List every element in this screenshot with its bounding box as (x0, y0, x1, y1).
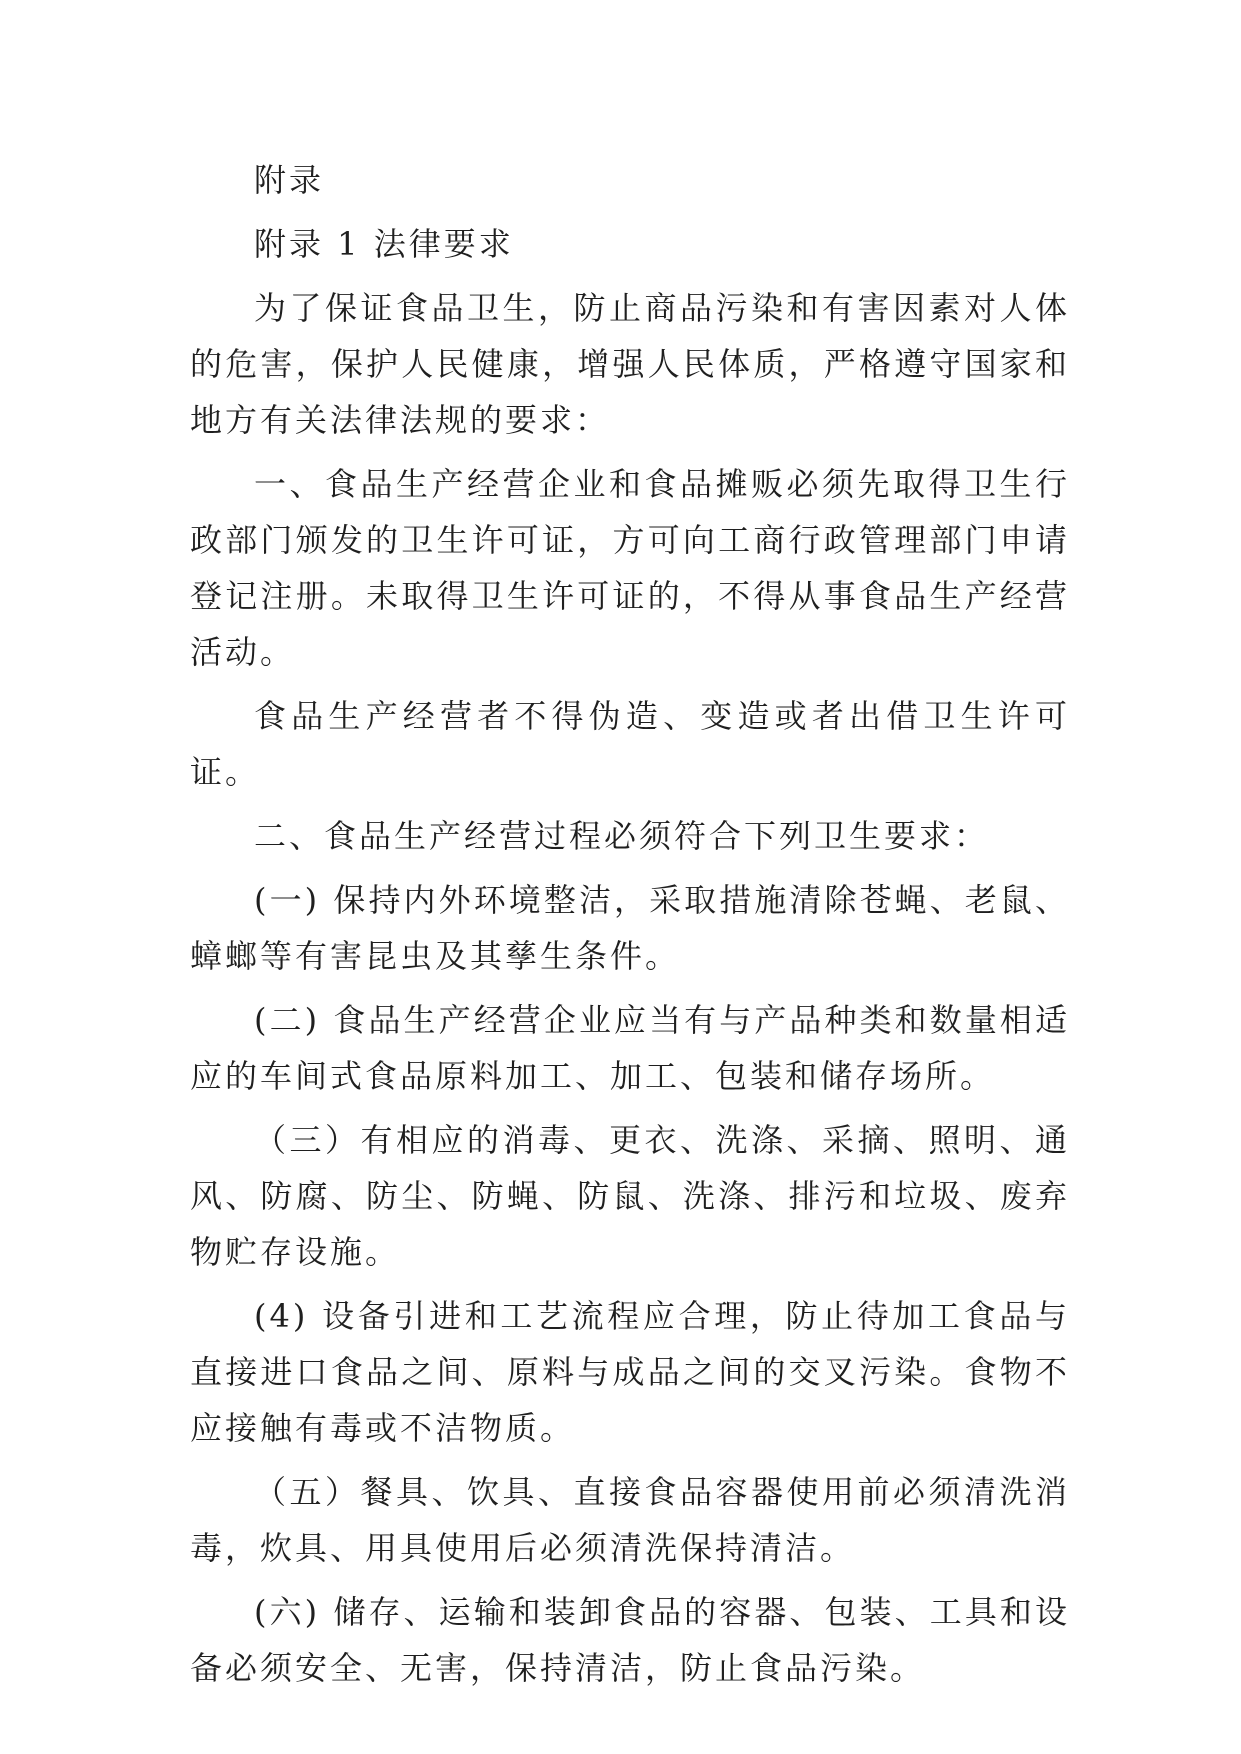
document-body (190, 152, 1070, 1696)
paragraph-sub-2: (二) 食品生产经营企业应当有与产品种类和数量相适应的车间式食品原料加工、加工、包装和储存场所。 (190, 1001, 1070, 1095)
paragraph-sub-4: (4) 设备引进和工艺流程应合理，防止待加工食品与直接进口食品之间、原料与成品之间的交叉污染。食物不应接触有毒或不洁物质。 (190, 1297, 1070, 1447)
paragraph-permit-note: 食品生产经营者不得伪造、变造或者出借卫生许可证。 (190, 697, 1070, 791)
paragraph-intro: 为了保证食品卫生，防止商品污染和有害因素对人体的危害，保护人民健康，增强人民体质，严格遵守国家和地方有关法律法规的要求： (190, 289, 1070, 439)
paragraph-sub-3: （三）有相应的消毒、更衣、洗涤、采摘、照明、通风、防腐、防尘、防蝇、防鼠、洗涤、排污和垃圾、废弃物贮存设施。 (190, 1121, 1070, 1271)
appendix-subheading: 附录 1 法律要求 (254, 225, 514, 263)
appendix-heading: 附录 (254, 161, 325, 199)
paragraph-item-1: 一、食品生产经营企业和食品摊贩必须先取得卫生行政部门颁发的卫生许可证，方可向工商行政管理部门申请登记注册。未取得卫生许可证的，不得从事食品生产经营活动。 (190, 465, 1070, 671)
paragraph-sub-5: （五）餐具、饮具、直接食品容器使用前必须清洗消毒，炊具、用具使用后必须清洗保持清洁。 (190, 1473, 1070, 1567)
paragraph-item-2: 二、食品生产经营过程必须符合下列卫生要求： (254, 817, 990, 855)
paragraph-sub-1: (一) 保持内外环境整洁，采取措施清除苍蝇、老鼠、蟑螂等有害昆虫及其孳生条件。 (190, 881, 1070, 975)
paragraph-sub-6: (六) 储存、运输和装卸食品的容器、包装、工具和设备必须安全、无害，保持清洁，防止食品污染。 (190, 1593, 1070, 1687)
